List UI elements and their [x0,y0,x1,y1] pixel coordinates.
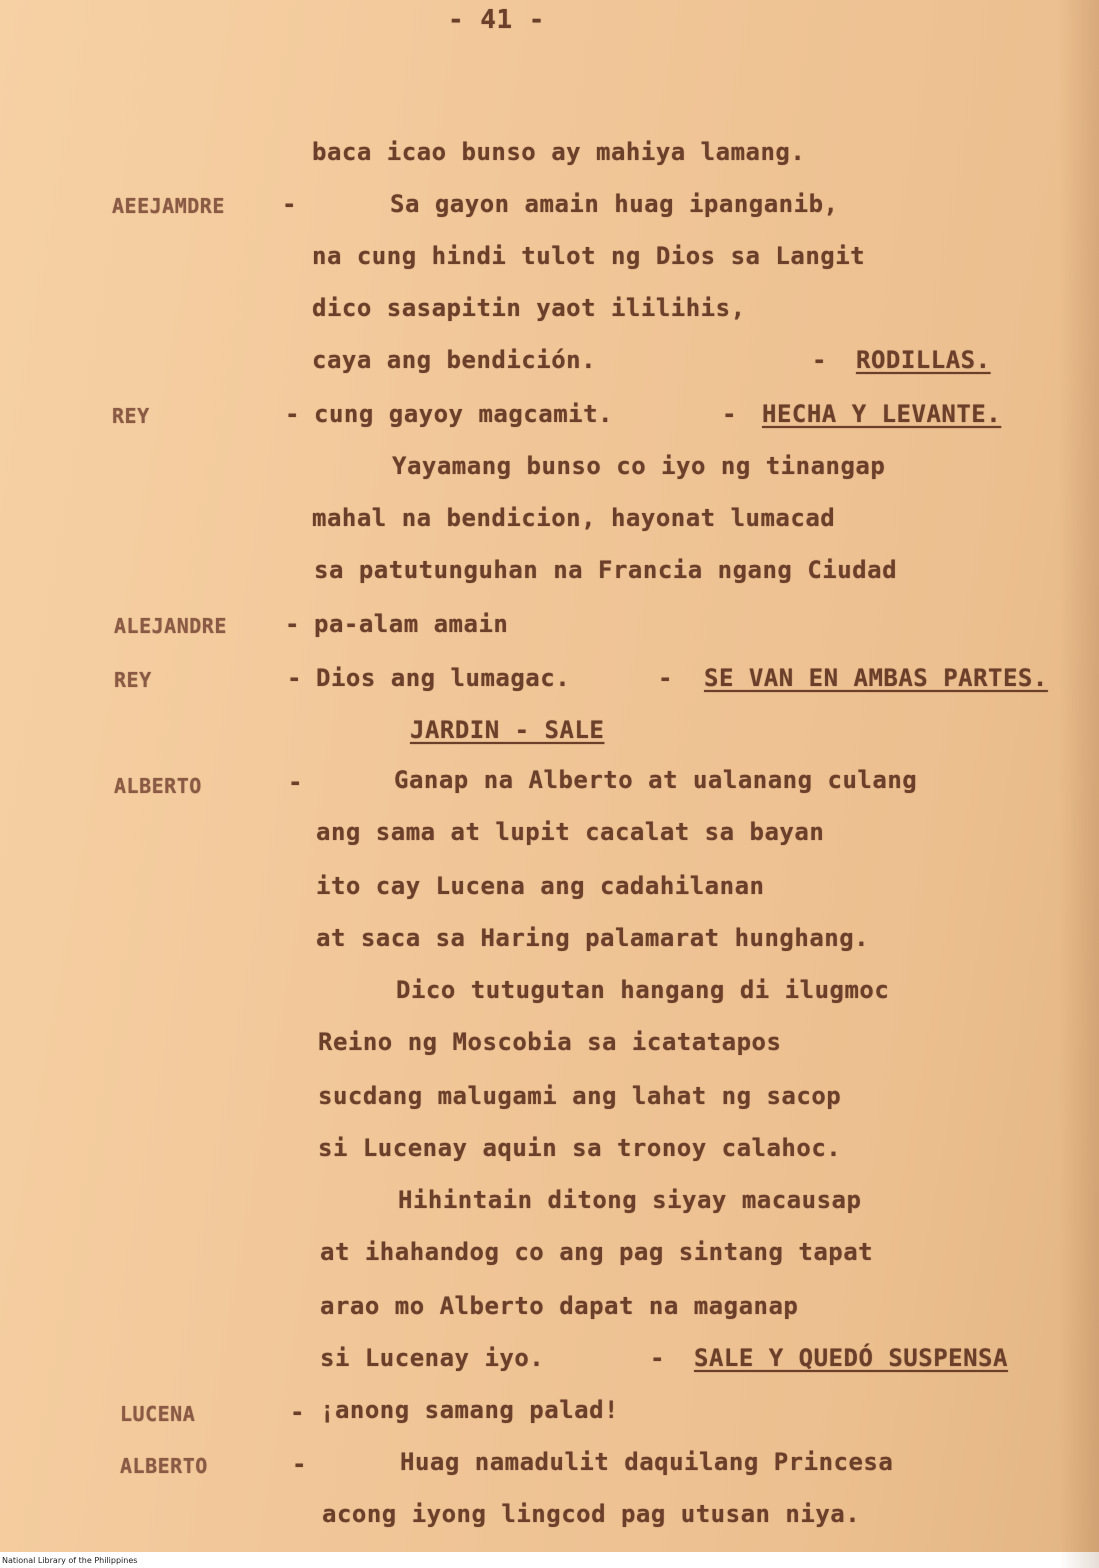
speaker-name: ALEJANDRE [114,614,227,638]
verse-line: si Lucenay iyo. [320,1344,545,1372]
speaker-name: ALBERTO [120,1454,208,1478]
verse-line: caya ang bendición. [312,346,597,374]
verse-line: Yayamang bunso co iyo ng tinangap [392,452,886,480]
stage-direction: HECHA Y LEVANTE. [762,400,1002,428]
stage-dash: - [722,400,737,428]
verse-line: si Lucenay aquin sa tronoy calahoc. [318,1134,842,1162]
verse-line: Huag namadulit daquilang Princesa [400,1448,894,1476]
verse-line: sa patutunguhan na Francia ngang Ciudad [314,556,898,584]
speaker-name: REY [114,668,152,692]
verse-line: Sa gayon amain huag ipanganib, [390,190,839,218]
speaker-name: LUCENA [120,1402,196,1426]
speaker-name: REY [112,404,150,428]
speaker-dash: - [285,610,300,638]
verse-line: pa-alam amain [314,610,509,638]
verse-line: cung gayoy magcamit. [314,400,613,428]
speaker-dash: - [285,400,300,428]
verse-line: ito cay Lucena ang cadahilanan [316,872,765,900]
verse-line: Dico tutugutan hangang di ilugmoc [396,976,890,1004]
library-credit: National Library of the Philippines [2,1556,138,1565]
stage-direction: SE VAN EN AMBAS PARTES. [704,664,1048,692]
speaker-dash: - [292,1450,307,1478]
footer-band [0,1552,1099,1568]
verse-line: at saca sa Haring palamarat hunghang. [316,924,870,952]
verse-line: Hihintain ditong siyay macausap [398,1186,862,1214]
verse-line: mahal na bendicion, hayonat lumacad [312,504,836,532]
stage-dash: - [650,1344,665,1372]
speaker-dash: - [290,1398,305,1426]
speaker-dash: - [282,190,297,218]
verse-line: acong iyong lingcod pag utusan niya. [322,1500,861,1528]
verse-line: Dios ang lumagac. [316,664,571,692]
verse-line: ang sama at lupit cacalat sa bayan [316,818,825,846]
stage-direction: RODILLAS. [856,346,991,374]
stage-direction: SALE Y QUEDÓ SUSPENSA [694,1344,1008,1372]
verse-line: dico sasapitin yaot ililihis, [312,294,746,322]
speaker-name: ALBERTO [114,774,202,798]
speaker-dash: - [288,768,303,796]
stage-dash: - [812,346,827,374]
page-number: - 41 - [448,5,545,35]
verse-line: Ganap na Alberto at ualanang culang [394,766,918,794]
stage-dash: - [658,664,673,692]
verse-line: Reino ng Moscobia sa icatatapos [318,1028,782,1056]
speaker-dash: - [287,664,302,692]
verse-line: ¡anong samang palad! [320,1396,619,1424]
verse-line: at ihahandog co ang pag sintang tapat [320,1238,874,1266]
verse-line: sucdang malugami ang lahat ng sacop [318,1082,842,1110]
scene-heading: JARDIN - SALE [410,716,605,744]
verse-line: arao mo Alberto dapat na maganap [320,1292,799,1320]
speaker-name: AEEJAMDRE [112,194,225,218]
verse-line: baca icao bunso ay mahiya lamang. [312,138,806,166]
verse-line: na cung hindi tulot ng Dios sa Langit [312,242,866,270]
